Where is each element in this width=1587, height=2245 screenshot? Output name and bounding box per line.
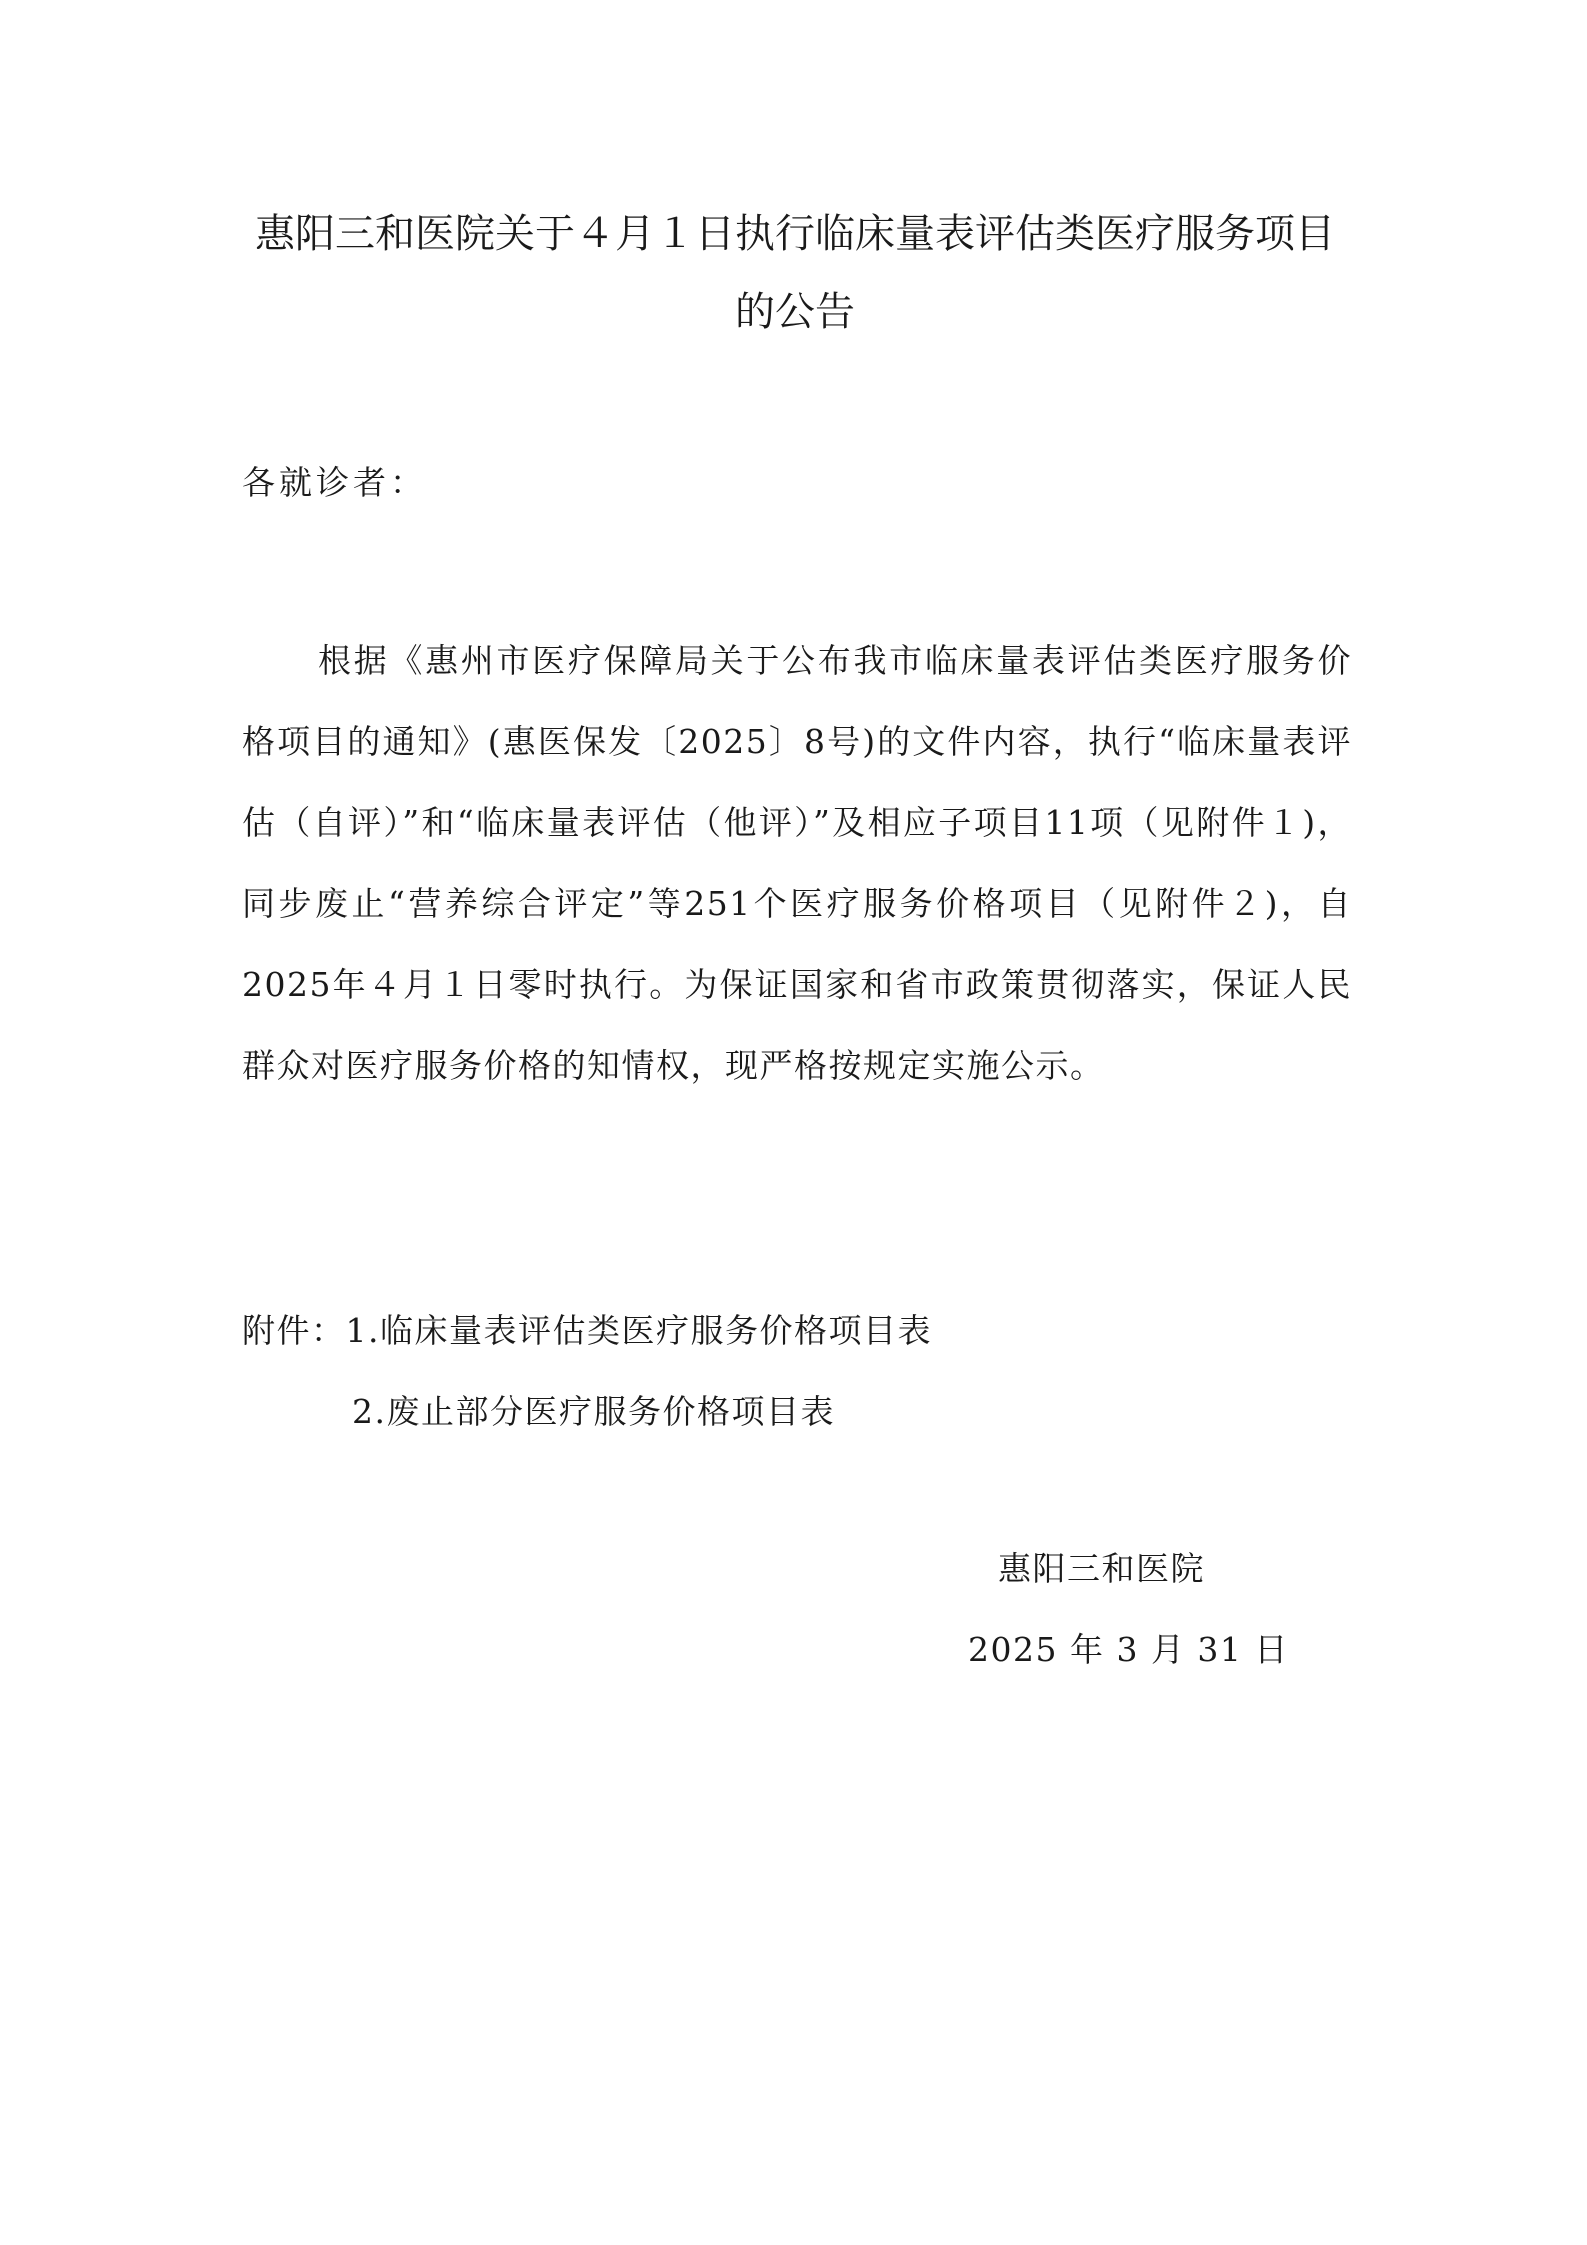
notice-title: 惠阳三和医院关于４月１日执行临床量表评估类医疗服务项目的公告 [255,211,1335,335]
salutation: 各就诊者： [242,463,427,502]
attachment-item-1: 1.临床量表评估类医疗服务价格项目表 [345,1311,932,1350]
attachments-label: 附件： [242,1311,346,1350]
attachment-line-2 [242,1371,932,1452]
attachments-section [242,1290,932,1452]
signature-organization: 惠阳三和医院 [998,1549,1205,1588]
body-paragraph: 根据《惠州市医疗保障局关于公布我市临床量表评估类医疗服务价格项目的通知》(惠医保发〔2025〕8号)的文件内容，执行“临床量表评估（自评）”和“临床量表评估（他评）”及相应子项目11项（见附件１)，同步废止“营养综合评定”等251个医疗服务价格项目（见附件２)，自2025年４月１日零时执行。为保证国家和省市政策贯彻落实，保证人民群众对医疗服务价格的知情权，现严格按规定实施公示。 [242,641,1352,1085]
signature-block [968,1528,1289,1690]
signature-date: 2025 年 3 月 31 日 [968,1630,1289,1669]
attachment-item-2: 2.废止部分医疗服务价格项目表 [352,1392,835,1431]
attachment-line-1 [242,1290,932,1371]
